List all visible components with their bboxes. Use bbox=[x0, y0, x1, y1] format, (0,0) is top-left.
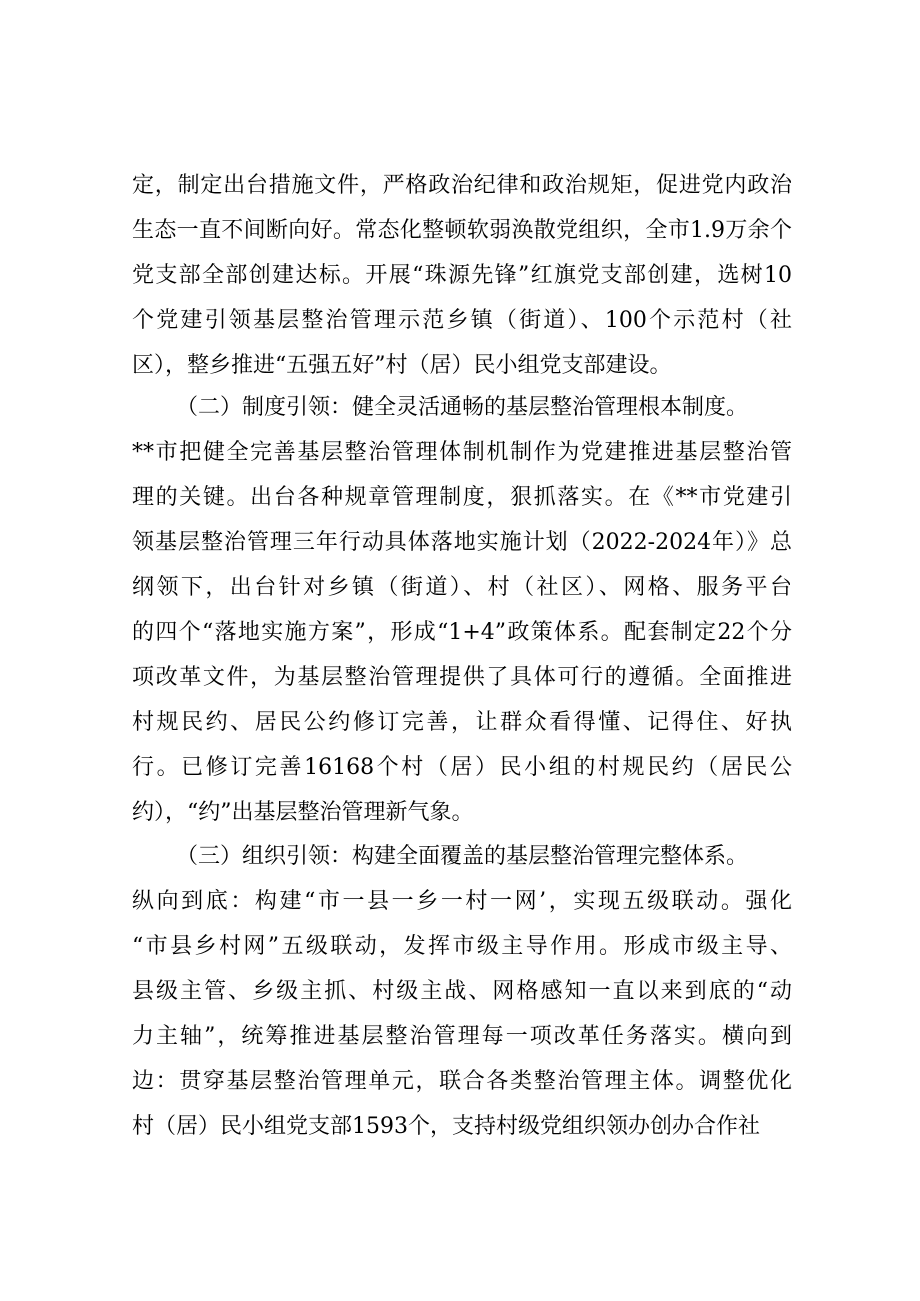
text-line: 纲领下，出台针对乡镇（街道）、村（社区）、网格、服务平台 bbox=[132, 575, 792, 600]
text-line: 党支部全部创建达标。开展“珠源先锋”红旗党支部创建，选树10 bbox=[132, 263, 792, 288]
text-line: 理的关键。出台各种规章管理制度，狠抓落实。在《**市党建引 bbox=[132, 485, 792, 510]
section-heading: （二）制度引领：健全灵活通畅的基层整治管理根本制度。 bbox=[176, 395, 749, 420]
text-line: 纵向到底：构建“市一县一乡一村一网’，实现五级联动。强化 bbox=[132, 889, 792, 914]
text-line: 个党建引领基层整治管理示范乡镇（街道）、100个示范村（社 bbox=[132, 308, 792, 333]
text-line: 定，制定出台措施文件，严格政治纪律和政治规矩，促进党内政治 bbox=[132, 173, 792, 198]
text-line: 村规民约、居民公约修订完善，让群众看得懂、记得住、好执 bbox=[132, 710, 792, 735]
text-line: 力主轴”，统筹推进基层整治管理每一项改革任务落实。横向到 bbox=[132, 1024, 792, 1049]
text-line: 区），整乡推进“五强五好”村（居）民小组党支部建设。 bbox=[132, 353, 672, 378]
text-line: 行。已修订完善16168个村（居）民小组的村规民约（居民公 bbox=[132, 755, 792, 780]
paragraph-1 bbox=[132, 163, 792, 388]
text-line: 村（居）民小组党支部1593个，支持村级党组织领办创办合作社 bbox=[132, 1114, 760, 1139]
text-line: 边：贯穿基层整治管理单元，联合各类整治管理主体。调整优化 bbox=[132, 1069, 792, 1094]
text-line: 的四个“落地实施方案”，形成“1+4”政策体系。配套制定22个分 bbox=[132, 620, 792, 645]
text-line: **市把健全完善基层整治管理体制机制作为党建推进基层整治管 bbox=[132, 440, 792, 465]
text-line: “市县乡村网”五级联动，发挥市级主导作用。形成市级主导、 bbox=[132, 934, 792, 959]
text-line: 领基层整治管理三年行动具体落地实施计划（2022-2024年）》总 bbox=[132, 530, 792, 555]
text-line: 项改革文件，为基层整治管理提供了具体可行的遵循。全面推进 bbox=[132, 665, 792, 690]
text-line: 生态一直不间断向好。常态化整顿软弱涣散党组织，全市1.9万余个 bbox=[132, 218, 792, 243]
section-heading: （三）组织引领：构建全面覆盖的基层整治管理完整体系。 bbox=[176, 844, 749, 869]
text-line: 约），“约”出基层整治管理新气象。 bbox=[132, 800, 474, 825]
text-line: 县级主管、乡级主抓、村级主战、网格感知一直以来到底的“动 bbox=[132, 979, 792, 1004]
paragraph-3 bbox=[132, 834, 792, 1149]
paragraph-2 bbox=[132, 385, 792, 835]
